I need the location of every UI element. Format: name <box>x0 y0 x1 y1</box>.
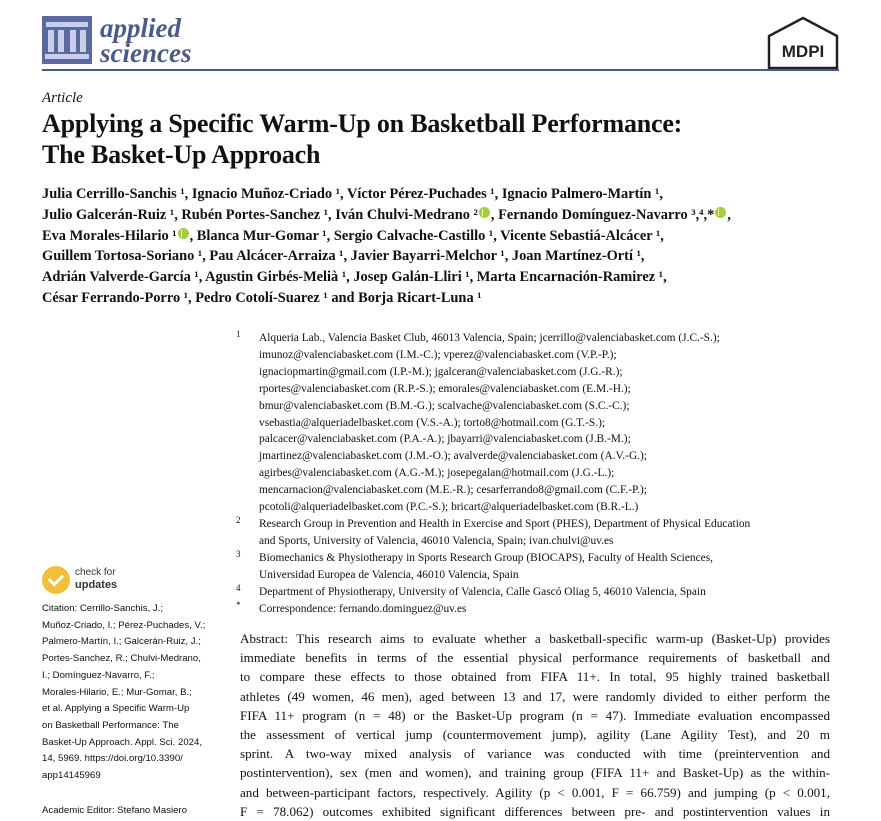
abstract-line: the assessment of vertical jump (countermovement jump), agility (Lane Agility Test), and 20 m <box>240 727 830 743</box>
affiliation-number: 4 <box>236 582 241 593</box>
correspondence-line: Correspondence: fernando.dominguez@uv.es <box>259 602 467 615</box>
author-text: , Fernando Domínguez-Navarro ³,⁴,* <box>490 206 715 223</box>
abstract <box>240 629 830 821</box>
correspondence <box>236 601 836 618</box>
article-type: Article <box>42 90 83 106</box>
academic-editor: Academic Editor: Stefano Masiero <box>42 805 188 816</box>
check-updates-label-line2: updates <box>75 579 118 591</box>
affiliation-line: Universidad Europea de Valencia, 46010 Valencia, Spain <box>259 568 519 581</box>
author-text: Julio Galcerán-Ruiz ¹, Rubén Portes-Sanchez ¹, Iván Chulvi-Medrano ² <box>42 206 478 223</box>
affiliation-line: bmur@valenciabasket.com (B.M.-G.); scalvache@valenciabasket.com (S.C.-C.); <box>259 399 630 412</box>
journal-building-icon <box>42 16 92 64</box>
orcid-icon[interactable] <box>715 207 726 218</box>
affiliation-line: ignaciopmartin@gmail.com (I.P.-M.); jgalceran@valenciabasket.com (J.G.-R.); <box>259 365 623 378</box>
citation-line: I.; Domínguez-Navarro, F.; <box>42 669 155 681</box>
author-text: , <box>727 206 731 223</box>
publisher-logo-text: MDPI <box>781 42 825 61</box>
abstract-line: FIFA 11+ program (n = 48) or the Basket-Up program (n = 47). Immediate evaluation encompassed <box>240 707 830 723</box>
correspondence-marker: * <box>236 599 241 610</box>
mdpi-logo-icon <box>767 16 839 70</box>
abstract-line: sprint. A two-way mixed analysis of variance was conducted with time (preintervention and <box>240 746 830 762</box>
title-line: The Basket-Up Approach <box>42 140 321 169</box>
citation-doi-link[interactable]: app14145969 <box>42 770 101 782</box>
citation-line: 14, 5969. https://doi.org/10.3390/ <box>42 753 183 765</box>
abstract-line: Abstract: This research aims to evaluate whether a basketball-specific warm-up (Basket-Up) provides <box>240 631 830 646</box>
affiliation-line: jmartinez@valenciabasket.com (J.M.-O.); avalverde@valenciabasket.com (A.V.-G.); <box>259 450 647 463</box>
header-divider <box>42 69 839 71</box>
author-line <box>42 226 842 247</box>
check-updates-icon <box>42 566 70 594</box>
author-line: Guillem Tortosa-Soriano ¹, Pau Alcácer-Arraiza ¹, Javier Bayarri-Melchor ¹, Joan Martínez-Ortí ¹, <box>42 248 645 265</box>
affiliation-line: Biomechanics & Physiotherapy in Sports Research Group (BIOCAPS), Faculty of Health Sciences, <box>259 551 713 564</box>
citation-line: Palmero-Martín, I.; Galcerán-Ruiz, J.; <box>42 636 201 648</box>
citation-line: Basket-Up Approach. Appl. Sci. 2024, <box>42 736 202 748</box>
affiliation-number: 2 <box>236 514 241 525</box>
citation-line: Portes-Sanchez, R.; Chulvi-Medrano, <box>42 653 201 665</box>
article-title <box>42 108 842 170</box>
affiliation-line: pcotoli@alqueriadelbasket.com (P.C.-S.); bricart@alqueriadelbasket.com (B.R.-L.) <box>259 501 639 514</box>
affiliation-line: vsebastia@alqueriadelbasket.com (V.S.-A.); torto8@hotmail.com (G.T.-S.); <box>259 416 606 429</box>
affiliation-3 <box>236 550 836 584</box>
abstract-line: postintervention), sex (men and women), and training group (FIFA 11+ and Basket-Up) as the within- <box>240 765 830 781</box>
affiliation-1 <box>236 330 836 516</box>
citation-line: on Basketball Performance: The <box>42 719 179 731</box>
affiliation-line: and Sports, University of Valencia, 46010 Valencia, Spain; ivan.chulvi@uv.es <box>259 534 614 547</box>
journal-name-line2: sciences <box>100 38 192 68</box>
author-line: Adrián Valverde-García ¹, Agustin Girbés-Melià ¹, Josep Galán-Lliri ¹, Marta Encarnación-Ramirez ¹, <box>42 269 667 286</box>
title-line: Applying a Specific Warm-Up on Basketball Performance: <box>42 109 683 138</box>
author-text: Eva Morales-Hilario ¹ <box>42 227 177 244</box>
affiliation-line: agirbes@valenciabasket.com (A.G.-M.); josepegalan@hotmail.com (J.G.-L.); <box>259 467 615 480</box>
author-line: Julia Cerrillo-Sanchis ¹, Ignacio Muñoz-Criado ¹, Víctor Pérez-Puchades ¹, Ignacio Palmero-Martín ¹, <box>42 186 663 202</box>
abstract-line: and between-participant factors, respectively. Agility (p < 0.001, F = 66.759) and jumping (p < 0.001, <box>240 784 830 800</box>
affiliations <box>236 330 836 617</box>
author-line: César Ferrando-Porro ¹, Pedro Cotolí-Suarez ¹ and Borja Ricart-Luna ¹ <box>42 289 482 306</box>
author-list <box>42 184 842 309</box>
affiliation-line: Department of Physiotherapy, University of Valencia, Calle Gascó Oliag 5, 46010 Valencia, Spain <box>259 585 706 598</box>
citation-block <box>42 601 222 785</box>
citation-line: et al. Applying a Specific Warm-Up <box>42 703 190 715</box>
affiliation-number: 3 <box>236 548 241 559</box>
affiliation-line: Alqueria Lab., Valencia Basket Club, 46013 Valencia, Spain; jcerrillo@valenciabasket.com (J.C.-S.); <box>259 332 720 344</box>
affiliation-line: rportes@valenciabasket.com (R.P.-S.); emorales@valenciabasket.com (E.M.-H.); <box>259 382 631 395</box>
orcid-icon[interactable] <box>178 228 189 239</box>
abstract-line: to compare these effects to those obtained from FIFA 11+. In total, 95 highly trained basketball <box>240 669 830 685</box>
affiliation-number: 1 <box>236 329 241 339</box>
citation-line: Morales-Hilario, E.; Mur-Gomar, B.; <box>42 686 192 698</box>
orcid-icon[interactable] <box>479 207 490 218</box>
affiliation-line: mencarnacion@valenciabasket.com (M.E.-R.); cesarferrando8@gmail.com (C.F.-P.); <box>259 484 647 497</box>
citation-line: Muñoz-Criado, I.; Pérez-Puchades, V.; <box>42 619 206 631</box>
journal-logo <box>42 10 212 66</box>
author-line <box>42 205 842 226</box>
citation-line: Citation: Cerrillo-Sanchis, J.; <box>42 603 164 614</box>
affiliation-4 <box>236 584 836 601</box>
abstract-line: F = 78.062) outcomes exhibited significant differences between pre- and postintervention values in <box>240 803 830 819</box>
journal-name-line1: applied <box>100 13 181 43</box>
author-text: , Blanca Mur-Gomar ¹, Sergio Calvache-Castillo ¹, Vicente Sebastiá-Alcácer ¹, <box>189 227 664 244</box>
abstract-line: athletes (49 women, 46 men), aged between 13 and 17, were randomly divided to either perform the <box>240 688 830 704</box>
affiliation-line: imunoz@valenciabasket.com (I.M.-C.); vperez@valenciabasket.com (V.P.-P.); <box>259 348 617 361</box>
check-updates-label-line1: check for <box>75 567 116 578</box>
affiliation-line: Research Group in Prevention and Health in Exercise and Sport (PHES), Department of Physical Education <box>259 517 751 530</box>
affiliation-line: palcacer@valenciabasket.com (P.A.-A.); jbayarri@valenciabasket.com (J.B.-M.); <box>259 433 631 446</box>
check-for-updates-button[interactable] <box>42 566 142 596</box>
affiliation-2 <box>236 516 836 550</box>
abstract-line: immediate benefits in terms of the essential physical performance requirements of basketball and <box>240 650 830 666</box>
